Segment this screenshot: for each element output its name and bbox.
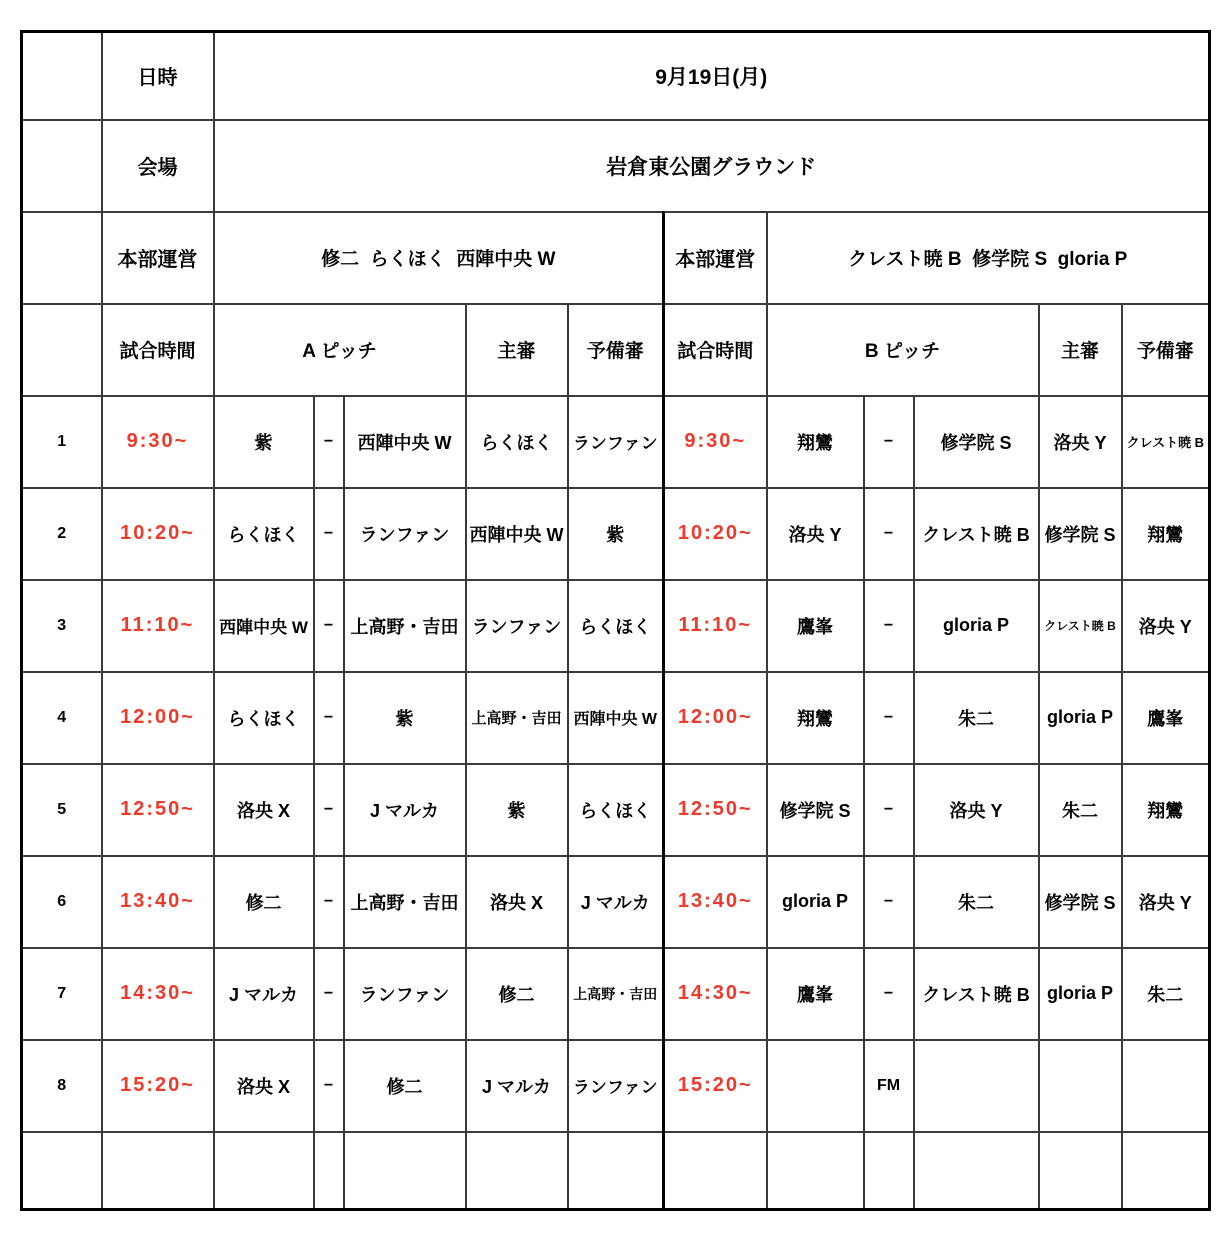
away-team-a-cell: [344, 1132, 466, 1210]
match-row: [22, 396, 1210, 488]
corner-blank-cell: [22, 120, 102, 212]
sub-referee-a-cell: J マルカ: [568, 856, 664, 948]
kickoff-time-b-cell: 11:10~: [664, 580, 767, 672]
home-team-a-cell: らくほく: [214, 672, 314, 764]
home-team-a-cell: 西陣中央 W: [214, 580, 314, 672]
match-number-cell: 2: [22, 488, 102, 580]
home-team-a-cell: [214, 1132, 314, 1210]
admin-label-b-cell: 本部運営: [664, 212, 767, 304]
vs-dash-b-cell: −: [864, 580, 914, 672]
vs-dash-a-cell: −: [314, 672, 344, 764]
home-team-a-cell: 修二: [214, 856, 314, 948]
header-referee-a: 主審: [466, 304, 568, 396]
match-row: [22, 764, 1210, 856]
header-pitch-b: B ピッチ: [767, 304, 1039, 396]
match-number-cell: 4: [22, 672, 102, 764]
away-team-b-cell: [914, 1040, 1039, 1132]
sub-referee-b-cell: [1122, 1132, 1210, 1210]
corner-blank-cell: [22, 304, 102, 396]
vs-dash-b-cell: −: [864, 948, 914, 1040]
venue-value-cell: 岩倉東公園グラウンド: [214, 120, 1210, 212]
sub-referee-b-cell: 朱二: [1122, 948, 1210, 1040]
referee-b-cell: 洛央 Y: [1039, 396, 1122, 488]
kickoff-time-b-cell: 13:40~: [664, 856, 767, 948]
home-team-b-cell: [767, 1132, 864, 1210]
away-team-b-cell: 修学院 S: [914, 396, 1039, 488]
match-number-cell: 5: [22, 764, 102, 856]
home-team-b-cell: gloria P: [767, 856, 864, 948]
referee-b-cell: 朱二: [1039, 764, 1122, 856]
referee-b-cell: 修学院 S: [1039, 856, 1122, 948]
away-team-a-cell: 上高野・吉田: [344, 856, 466, 948]
home-team-b-cell: [767, 1040, 864, 1132]
away-team-a-cell: J マルカ: [344, 764, 466, 856]
referee-a-cell: 洛央 X: [466, 856, 568, 948]
match-number-cell: 8: [22, 1040, 102, 1132]
date-value-cell: 9月19日(月): [214, 32, 1210, 120]
sub-referee-b-cell: 鷹峯: [1122, 672, 1210, 764]
home-team-a-cell: 紫: [214, 396, 314, 488]
date-row: [22, 32, 1210, 120]
date-label-cell: 日時: [102, 32, 214, 120]
home-team-b-cell: 鷹峯: [767, 580, 864, 672]
away-team-a-cell: ランファン: [344, 948, 466, 1040]
vs-dash-a-cell: [314, 1132, 344, 1210]
home-team-a-cell: らくほく: [214, 488, 314, 580]
match-row: [22, 1040, 1210, 1132]
match-row: [22, 856, 1210, 948]
header-sub-referee-a: 予備審: [568, 304, 664, 396]
away-team-b-cell: 洛央 Y: [914, 764, 1039, 856]
sub-referee-a-cell: らくほく: [568, 764, 664, 856]
kickoff-time-a-cell: 14:30~: [102, 948, 214, 1040]
away-team-a-cell: 西陣中央 W: [344, 396, 466, 488]
vs-dash-a-cell: −: [314, 396, 344, 488]
venue-label-cell: 会場: [102, 120, 214, 212]
sub-referee-b-cell: 翔鸞: [1122, 764, 1210, 856]
kickoff-time-b-cell: 14:30~: [664, 948, 767, 1040]
referee-a-cell: J マルカ: [466, 1040, 568, 1132]
home-team-a-cell: 洛央 X: [214, 764, 314, 856]
kickoff-time-b-cell: 12:50~: [664, 764, 767, 856]
kickoff-time-a-cell: 15:20~: [102, 1040, 214, 1132]
kickoff-time-b-cell: 12:00~: [664, 672, 767, 764]
sub-referee-a-cell: らくほく: [568, 580, 664, 672]
match-number-cell: 6: [22, 856, 102, 948]
match-row: [22, 948, 1210, 1040]
kickoff-time-a-cell: 11:10~: [102, 580, 214, 672]
kickoff-time-a-cell: 9:30~: [102, 396, 214, 488]
match-row: [22, 672, 1210, 764]
sub-referee-a-cell: 西陣中央 W: [568, 672, 664, 764]
referee-a-cell: らくほく: [466, 396, 568, 488]
referee-a-cell: ランファン: [466, 580, 568, 672]
sub-referee-a-cell: [568, 1132, 664, 1210]
match-number-cell: 7: [22, 948, 102, 1040]
sub-referee-b-cell: 洛央 Y: [1122, 856, 1210, 948]
admin-label-a-cell: 本部運営: [102, 212, 214, 304]
away-team-b-cell: 朱二: [914, 856, 1039, 948]
sub-referee-b-cell: [1122, 1040, 1210, 1132]
away-team-b-cell: 朱二: [914, 672, 1039, 764]
header-referee-b: 主審: [1039, 304, 1122, 396]
vs-dash-b-cell: −: [864, 672, 914, 764]
kickoff-time-b-cell: 9:30~: [664, 396, 767, 488]
referee-b-cell: gloria P: [1039, 948, 1122, 1040]
referee-a-cell: 紫: [466, 764, 568, 856]
header-pitch-a: A ピッチ: [214, 304, 466, 396]
home-team-b-cell: 鷹峯: [767, 948, 864, 1040]
kickoff-time-a-cell: [102, 1132, 214, 1210]
referee-a-cell: 修二: [466, 948, 568, 1040]
kickoff-time-a-cell: 12:00~: [102, 672, 214, 764]
vs-dash-a-cell: −: [314, 856, 344, 948]
match-number-cell: [22, 1132, 102, 1210]
match-row: [22, 580, 1210, 672]
admin-row: [22, 212, 1210, 304]
sub-referee-a-cell: ランファン: [568, 1040, 664, 1132]
away-team-a-cell: 紫: [344, 672, 466, 764]
vs-dash-a-cell: −: [314, 764, 344, 856]
sub-referee-a-cell: 紫: [568, 488, 664, 580]
away-team-a-cell: ランファン: [344, 488, 466, 580]
kickoff-time-b-cell: 10:20~: [664, 488, 767, 580]
away-team-b-cell: クレスト暁 B: [914, 948, 1039, 1040]
home-team-a-cell: J マルカ: [214, 948, 314, 1040]
away-team-b-cell: gloria P: [914, 580, 1039, 672]
vs-dash-b-cell: −: [864, 488, 914, 580]
corner-blank-cell: [22, 32, 102, 120]
match-number-cell: 1: [22, 396, 102, 488]
vs-dash-b-cell: −: [864, 856, 914, 948]
header-match-time-b: 試合時間: [664, 304, 767, 396]
referee-b-cell: [1039, 1040, 1122, 1132]
vs-dash-b-cell: FM: [864, 1040, 914, 1132]
sub-referee-b-cell: 洛央 Y: [1122, 580, 1210, 672]
vs-dash-a-cell: −: [314, 488, 344, 580]
referee-a-cell: 上高野・吉田: [466, 672, 568, 764]
column-header-row: [22, 304, 1210, 396]
kickoff-time-b-cell: 15:20~: [664, 1040, 767, 1132]
admin-teams-b-cell: クレスト暁 B 修学院 S gloria P: [767, 212, 1210, 304]
away-team-b-cell: クレスト暁 B: [914, 488, 1039, 580]
referee-b-cell: [1039, 1132, 1122, 1210]
header-match-time-a: 試合時間: [102, 304, 214, 396]
vs-dash-b-cell: −: [864, 396, 914, 488]
away-team-b-cell: [914, 1132, 1039, 1210]
vs-dash-a-cell: −: [314, 580, 344, 672]
home-team-b-cell: 翔鸞: [767, 672, 864, 764]
venue-row: [22, 120, 1210, 212]
referee-b-cell: 修学院 S: [1039, 488, 1122, 580]
home-team-b-cell: 翔鸞: [767, 396, 864, 488]
sub-referee-a-cell: 上高野・吉田: [568, 948, 664, 1040]
kickoff-time-a-cell: 12:50~: [102, 764, 214, 856]
sub-referee-b-cell: クレスト暁 B: [1122, 396, 1210, 488]
referee-b-cell: クレスト暁 B: [1039, 580, 1122, 672]
match-row: [22, 488, 1210, 580]
kickoff-time-a-cell: 10:20~: [102, 488, 214, 580]
home-team-a-cell: 洛央 X: [214, 1040, 314, 1132]
match-number-cell: 3: [22, 580, 102, 672]
admin-teams-a-cell: 修二 らくほく 西陣中央 W: [214, 212, 664, 304]
vs-dash-a-cell: −: [314, 948, 344, 1040]
home-team-b-cell: 洛央 Y: [767, 488, 864, 580]
match-schedule-table: [20, 30, 1211, 1211]
referee-b-cell: gloria P: [1039, 672, 1122, 764]
vs-dash-a-cell: −: [314, 1040, 344, 1132]
kickoff-time-b-cell: [664, 1132, 767, 1210]
sub-referee-b-cell: 翔鸞: [1122, 488, 1210, 580]
home-team-b-cell: 修学院 S: [767, 764, 864, 856]
header-sub-referee-b: 予備審: [1122, 304, 1210, 396]
sub-referee-a-cell: ランファン: [568, 396, 664, 488]
referee-a-cell: [466, 1132, 568, 1210]
vs-dash-b-cell: −: [864, 764, 914, 856]
away-team-a-cell: 修二: [344, 1040, 466, 1132]
match-row: [22, 1132, 1210, 1210]
kickoff-time-a-cell: 13:40~: [102, 856, 214, 948]
corner-blank-cell: [22, 212, 102, 304]
away-team-a-cell: 上高野・吉田: [344, 580, 466, 672]
referee-a-cell: 西陣中央 W: [466, 488, 568, 580]
vs-dash-b-cell: [864, 1132, 914, 1210]
